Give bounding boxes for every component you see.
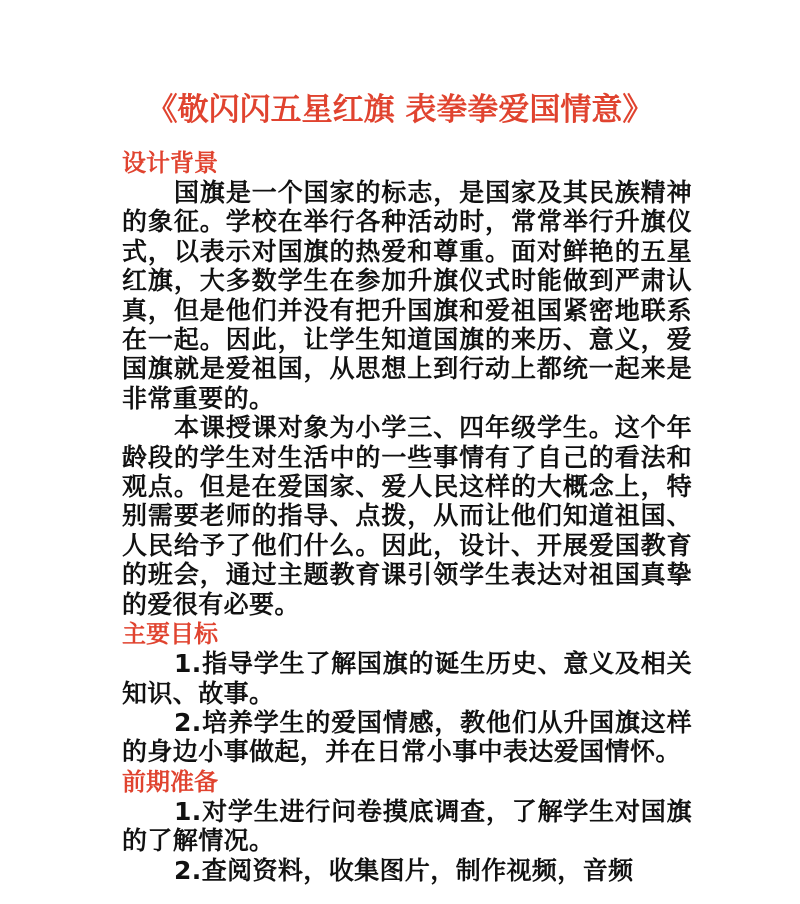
section-heading: 主要目标 bbox=[122, 620, 218, 649]
paragraph: 国旗是一个国家的标志，是国家及其民族精神的象征。学校在举行各种活动时，常常举行升旗仪式，以表示对国旗的热爱和尊重。面对鲜艳的五星红旗，大多数学生在参加升旗仪式时能做到严肃认真，但是他们并没有把升国旗和爱祖国紧密地联系在一起。因此，让学生知道国旗的来历、意义，爱国旗就是爱祖国，从思想上到行动上都统一起来是非常重要的。 bbox=[122, 178, 692, 413]
section-heading: 设计背景 bbox=[122, 149, 218, 177]
section-heading: 前期准备 bbox=[122, 767, 218, 796]
section-preparation bbox=[122, 767, 692, 885]
paragraph: 本课授课对象为小学三、四年级学生。这个年龄段的学生对生活中的一些事情有了自己的看法和观点。但是在爱国家、爱人民这样的大概念上，特别需要老师的指导、点拨，从而让他们知道祖国、人民给予了他们什么。因此，设计、开展爱国教育的班会，通过主题教育课引领学生表达对祖国真挚的爱很有必要。 bbox=[122, 413, 692, 619]
paragraph: 2.培养学生的爱国情感，教他们从升国旗这样的身边小事做起，并在日常小事中表达爱国情怀。 bbox=[122, 707, 692, 767]
section-main-goals bbox=[122, 619, 692, 767]
document-title: 《敬闪闪五星红旗 表拳拳爱国情意》 bbox=[146, 92, 654, 128]
paragraph: 1.指导学生了解国旗的诞生历史、意义及相关知识、故事。 bbox=[122, 649, 692, 708]
section-design-background bbox=[122, 148, 692, 619]
paragraph: 1.对学生进行问卷摸底调查，了解学生对国旗的了解情况。 bbox=[122, 796, 692, 856]
paragraph: 2.查阅资料，收集图片，制作视频，音频 bbox=[174, 855, 634, 885]
document-body bbox=[122, 148, 692, 885]
